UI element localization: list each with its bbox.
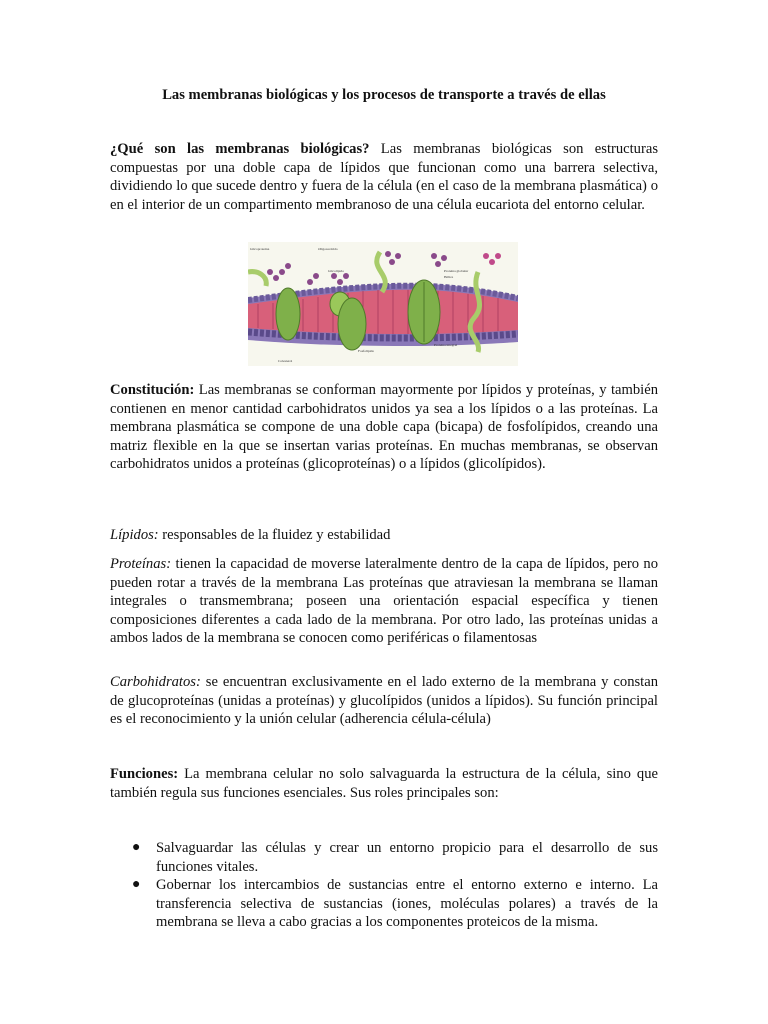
membrane-figure — [248, 242, 518, 366]
carbohidratos-paragraph — [110, 673, 658, 729]
list-item-text: Gobernar los intercambios de sustancias entre el entorno externo e interno. La transferencia selectiva de sustancias (iones, moléculas polares) a través de la membrana se lleva a cabo gracias a los componentes proteicos de la misma. — [156, 877, 658, 931]
figure-label-colesterol: Colesterol — [278, 359, 293, 363]
lipidos-text: responsables de la fluidez y estabilidad — [158, 527, 391, 543]
constitucion-lead: Constitución: — [110, 382, 195, 398]
proteinas-lead: Proteínas: — [110, 556, 172, 572]
document-title: Las membranas biológicas y los procesos de transporte a través de ellas — [162, 87, 606, 103]
proteinas-paragraph — [110, 555, 658, 648]
carbohidratos-text: se encuentran exclusivamente en el lado externo de la membrana y constan de glucoproteínas (unidas a proteínas) y glucolípidos (unidos a lípidos). Su función principal es el reconocimiento y la unión celular (adherencia célula-célula) — [110, 674, 658, 728]
carbohidratos-lead: Carbohidratos: — [110, 674, 201, 690]
intro-lead: ¿Qué son las membranas biológicas? — [110, 141, 370, 157]
figure-label-proteina-integral: Proteína integral — [434, 343, 458, 347]
lipidos-paragraph — [110, 526, 658, 545]
proteinas-text: tienen la capacidad de moverse lateralmente dentro de la capa de lípidos, pero no pueden rotar a través de la membrana Las proteínas que atraviesan la membrana se llaman integrales o transmembrana; poseen una orientación espacial específica y tienen composiciones diferentes a cada lado de la membrana. Por otro lado, las proteínas unidas a ambos lados de la membrana se conocen como periféricas o filamentosas — [110, 556, 658, 647]
list-item-text: Salvaguardar las células y crear un entorno propicio para el desarrollo de sus funciones vitales. — [156, 840, 658, 875]
list-item — [110, 839, 658, 876]
figure-label-glicoproteina: Glicoproteína — [250, 247, 270, 251]
funciones-text: La membrana celular no solo salvaguarda la estructura de la célula, sino que también regula sus funciones esenciales. Sus roles principales son: — [110, 766, 658, 801]
list-item — [110, 876, 658, 932]
lipidos-lead: Lípidos: — [110, 527, 159, 543]
figure-label-fosfolipido: Fosfolípido — [358, 349, 375, 353]
bullet-icon: ● — [132, 877, 141, 893]
figure-label-glicolipido: Glicolípido — [328, 269, 344, 273]
bullet-icon: ● — [132, 840, 141, 855]
intro-paragraph — [110, 140, 658, 214]
constitucion-text: Las membranas se conforman mayormente por lípidos y proteínas, y también contienen en menor cantidad carbohidratos unidos ya sea a los lípidos o a las proteínas. La membrana plasmática se compone de una doble capa (bicapa) de fosfolípidos, creando una matriz flexible en la que se insertan varias proteínas. En muchas membranas, se observan carbohidratos unidos a proteínas (glicoproteínas) o a lípidos (glicolípidos). — [110, 382, 658, 473]
funciones-lead: Funciones: — [110, 766, 179, 782]
funciones-list — [110, 839, 658, 932]
figure-label-oligosacarido: Oligosacárido — [318, 247, 338, 251]
intro-text: Las membranas biológicas son estructuras compuestas por una doble capa de lípidos que funcionan como una barrera selectiva, dividiendo lo que sucede dentro y fuera de la célula (en el caso de la membrana plasmática) o en el interior de un compartimento membranoso de una célula eucariota del entorno celular. — [110, 141, 658, 213]
constitucion-paragraph — [110, 381, 658, 474]
figure-label-helice: Hélice — [444, 275, 454, 279]
funciones-paragraph — [110, 765, 658, 802]
figure-label-proteina-globular: Proteína globular — [444, 269, 469, 273]
